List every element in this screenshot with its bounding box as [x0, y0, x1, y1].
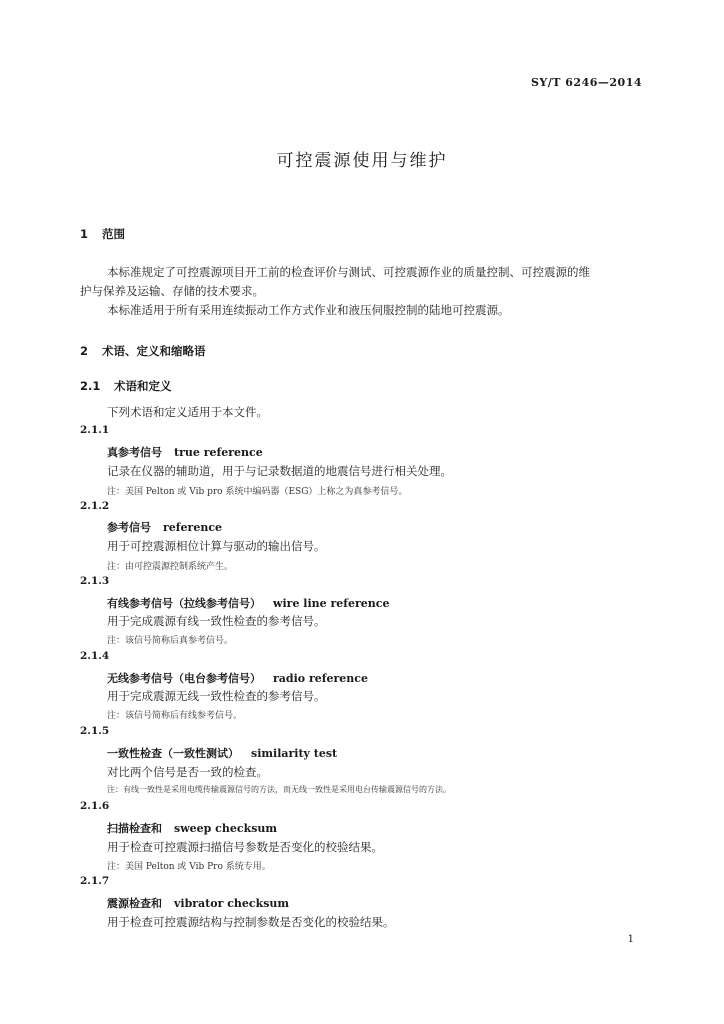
- page-title: 可控震源使用与维护: [276, 151, 448, 171]
- paragraph: 本标准规定了可控震源项目开工前的检查评价与测试、可控震源作业的质量控制、可控震源的维: [107, 265, 590, 279]
- paragraph: 下列术语和定义适用于本文件。: [107, 405, 268, 419]
- term-note: 注：有线一致性是采用电缆传输震源信号的方法，而无线一致性是采用电台传输震源信号的方法。: [107, 785, 451, 794]
- term-definition: 用于检查可控震源结构与控制参数是否变化的校验结果。: [107, 915, 395, 929]
- term-cn: 震源检查和: [107, 897, 162, 910]
- paragraph: 本标准适用于所有采用连续振动工作方式作业和液压伺服控制的陆地可控震源。: [107, 303, 510, 317]
- term-heading: [107, 745, 337, 761]
- term-definition: 记录在仪器的辅助道，用于与记录数据道的地震信号进行相关处理。: [107, 464, 452, 478]
- page-number: 1: [627, 934, 634, 945]
- term-heading: [107, 895, 289, 911]
- term-definition: 用于可控震源相位计算与驱动的输出信号。: [107, 539, 326, 553]
- term-note: 注：该信号简称后有线参考信号。: [107, 711, 243, 721]
- term-note: 注：美国 Pelton 或 Vib pro 系统中编码器（ESG）上称之为真参考信号。: [107, 487, 408, 497]
- term-note: 注：由可控震源控制系统产生。: [107, 562, 234, 572]
- term-definition: 用于完成震源有线一致性检查的参考信号。: [107, 614, 326, 628]
- term-cn: 无线参考信号（电台参考信号）: [107, 672, 261, 685]
- term-number: 2.1.3: [80, 575, 110, 587]
- term-en: similarity test: [251, 747, 338, 760]
- section-number: 2: [80, 344, 89, 358]
- term-en: sweep checksum: [174, 822, 278, 835]
- section-1-heading: [80, 226, 125, 242]
- term-note: 注：美国 Pelton 或 Vib Pro 系统专用。: [107, 862, 271, 872]
- term-number: 2.1.5: [80, 725, 110, 737]
- term-heading: [107, 595, 389, 611]
- term-en: reference: [163, 521, 223, 534]
- term-heading: [107, 519, 222, 535]
- term-en: true reference: [174, 446, 263, 459]
- term-en: radio reference: [273, 672, 368, 685]
- standard-code: SY/T 6246—2014: [530, 76, 642, 89]
- term-cn: 参考信号: [107, 521, 151, 534]
- subsection-title: 术语和定义: [114, 379, 172, 393]
- term-heading: [107, 444, 263, 460]
- term-en: vibrator checksum: [174, 897, 290, 910]
- term-cn: 真参考信号: [107, 446, 162, 459]
- term-number: 2.1.2: [80, 500, 110, 512]
- term-number: 2.1.1: [80, 424, 110, 436]
- term-number: 2.1.6: [80, 800, 110, 812]
- term-cn: 有线参考信号（拉线参考信号）: [107, 597, 261, 610]
- term-note: 注：该信号简称后真参考信号。: [107, 636, 234, 646]
- term-number: 2.1.7: [80, 875, 110, 887]
- subsection-heading: [80, 378, 172, 394]
- section-2-heading: [80, 343, 206, 359]
- term-en: wire line reference: [273, 597, 390, 610]
- paragraph: 护与保养及运输、存储的技术要求。: [80, 284, 264, 298]
- term-heading: [107, 670, 368, 686]
- term-definition: 对比两个信号是否一致的检查。: [107, 765, 268, 779]
- section-number: 1: [80, 227, 89, 241]
- term-heading: [107, 820, 277, 836]
- term-cn: 一致性检查（一致性测试）: [107, 747, 239, 760]
- term-number: 2.1.4: [80, 650, 110, 662]
- section-title: 范围: [102, 227, 125, 241]
- subsection-number: 2.1: [80, 379, 101, 393]
- term-definition: 用于检查可控震源扫描信号参数是否变化的校验结果。: [107, 840, 383, 854]
- section-title: 术语、定义和缩略语: [102, 344, 206, 358]
- term-cn: 扫描检查和: [107, 822, 162, 835]
- term-definition: 用于完成震源无线一致性检查的参考信号。: [107, 689, 326, 703]
